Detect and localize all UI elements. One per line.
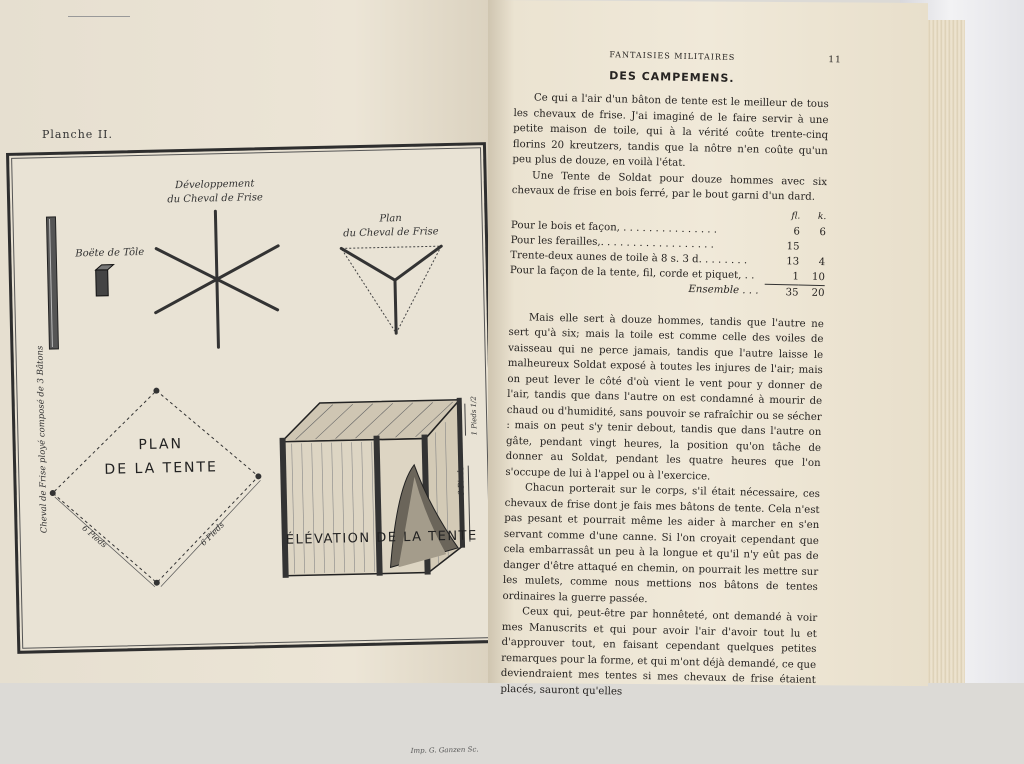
plan-chevaux-drawing	[341, 246, 443, 334]
cost-label: Pour les ferailles,. . . . . . . . . . . . . . . . . .	[510, 234, 715, 251]
paragraph-5: Ceux qui, peut-être par honnêteté, ont demandé à voir mes Manuscrits et qui pour avoir l'air d'avoir tout lu et d'approuver tout, en faisant cependant quelques petites remarques pour la forme, et qui m'ont déjà demandé, ce que deviendraient mes tentes si mes chevaux de frise étaient placés, sauront qu'elles	[500, 606, 818, 698]
right-page-text	[500, 48, 842, 704]
dimension-right: 6 Pieds	[198, 520, 227, 548]
plate-label: Planche II.	[42, 128, 114, 141]
plan-chevaux-caption-2: du Cheval de Frise	[343, 226, 439, 240]
engraver-credit: Imp. G. Ganzen Sc.	[410, 745, 479, 755]
dimension-left: 6 Pieds	[80, 523, 109, 550]
cost-label: Trente-deux aunes de toile à 8 s. 3 d. . . . . . . .	[510, 249, 748, 266]
cost-table	[509, 202, 826, 300]
total-kreutzers: 20	[798, 284, 824, 301]
cost-florins: 13	[786, 255, 800, 268]
left-page	[0, 0, 505, 755]
tent-elevation-caption: ÉLÉVATION DE LA TENTE	[285, 528, 478, 548]
tent-plan-caption-2: DE LA TENTE	[104, 459, 219, 478]
cost-kreutzers: 4	[818, 256, 826, 268]
plan-chevaux-caption-1: Plan	[379, 213, 402, 225]
tin-box-caption: Boëte de Tôle	[75, 246, 145, 260]
header-florins: fl.	[791, 210, 801, 222]
total-florins: 35	[764, 283, 798, 300]
section-title: DES CAMPEMENS.	[609, 69, 735, 85]
paragraph-1: Ce qui a l'air d'un bâton de tente est le meilleur de tous les chevaux de frise. J'ai imaginé de le faire servir à une petite maison de toile, qui à la vérité coûte trente-cinq florins 20 kreutzers, tandis que la nôtre n'en coûte qu'un peu plus de douze, en voilà l'état.	[512, 92, 829, 169]
development-caption-2: du Cheval de Frise	[167, 192, 263, 206]
running-head-title: FANTAISIES MILITAIRES	[609, 50, 736, 62]
cost-florins: 6	[793, 225, 801, 238]
tent-plan-drawing	[47, 385, 263, 588]
cost-florins: 15	[786, 240, 800, 253]
top-rule	[68, 16, 130, 17]
page-number: 11	[828, 55, 842, 66]
cost-label: Pour le bois et façon, . . . . . . . . . . . . . . .	[510, 219, 718, 236]
cost-kreutzers: 6	[819, 226, 827, 238]
engraved-plate	[6, 142, 497, 755]
paragraph-4: Chacun porterait sur le corps, s'il était nécessaire, ces chevaux de frise dont je fais mes bâtons de tente. Cela n'est pas pesant et pourrait même les aider à marcher en s'en servant comme d'une canne. Si l'on croyait cependant que cela embarrassât un peu à la longue et qu'il n'y eût pas de danger d'être attaqué en chemin, on pourrait les mettre sur les mulets, comme nous mettions nos bâtons de tentes ordinaires la guerre passée.	[502, 482, 821, 605]
paragraph-3: Mais elle sert à douze hommes, tandis que l'autre ne sert qu'à six; mais la toile est comme celle des voiles de vaisseau qui ne perce jamais, tandis que l'autre laisse le malheureux Soldat exposé à toutes les injures de l'air; mais on peut lever le côté d'où vient le vent pour y donner de l'air, tandis que dans l'autre on est condamné à mourir de chaud ou d'humidité, sans pouvoir se rafraîchir ou se sécher : mais on peut s'y tenir debout, tandis que dans l'autre on gâte, pendant vingt heures, la position qu'on tâche de donner au Soldat, pendant les quatre heures que l'on s'occupe de lui à l'appel ou à l'exercice.	[505, 311, 824, 483]
cost-kreutzers: 10	[811, 271, 826, 283]
dimension-height: 6 Pieds	[456, 466, 466, 496]
tin-box-drawing	[96, 265, 115, 296]
dimension-ridge: 1 Pieds 1/2	[469, 396, 479, 436]
folded-chevaux-caption: Cheval de Frise ployé composé de 3 Bâtons	[35, 345, 50, 534]
cost-florins: 1	[792, 270, 800, 282]
total-label: Ensemble . . .	[688, 283, 759, 297]
header-kreutzers: k.	[817, 211, 827, 222]
tent-elevation-drawing	[279, 398, 471, 578]
paragraph-2: Une Tente de Soldat pour douze hommes avec six chevaux de frise en bois ferré, par le bout garni d'un dard.	[511, 169, 828, 203]
cost-label: Pour la façon de la tente, fil, corde et piquet, . .	[509, 264, 755, 281]
cost-kreutzers	[799, 239, 825, 255]
development-caption-1: Développement	[175, 178, 255, 192]
development-star-drawing	[153, 210, 280, 349]
folded-chevaux-drawing	[46, 217, 58, 349]
tent-plan-caption-1: PLAN	[138, 436, 184, 454]
